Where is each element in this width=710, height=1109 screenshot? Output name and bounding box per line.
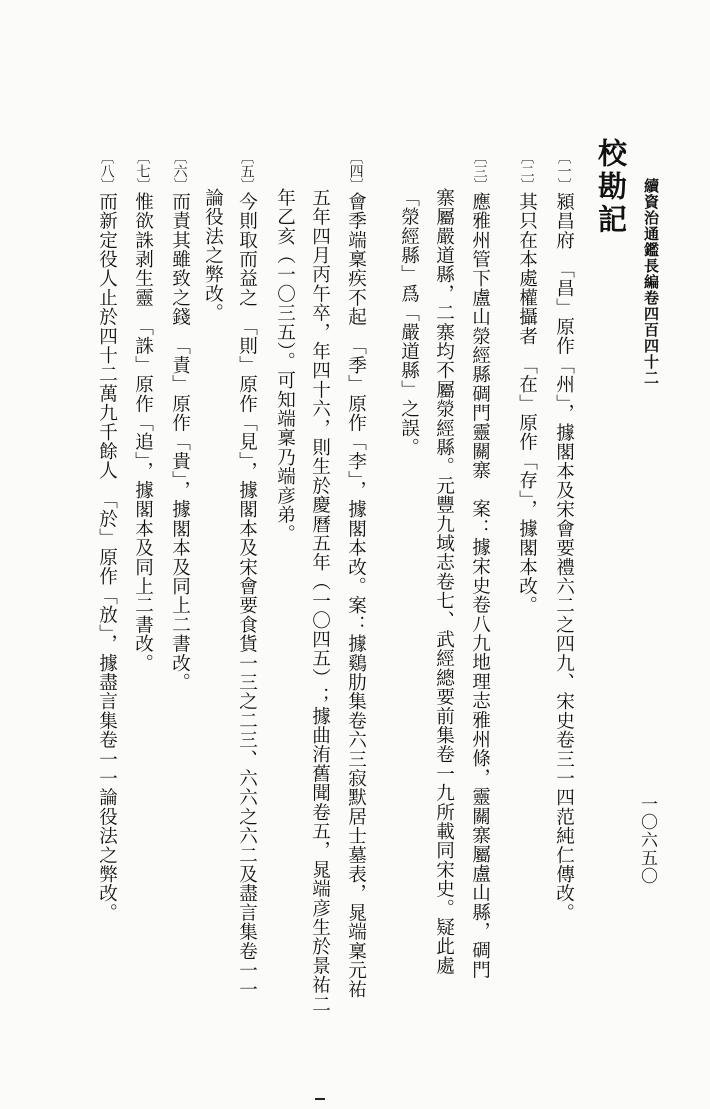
note-marker: 〔四〕	[347, 150, 364, 192]
note-text: 而責其雖致之錢 「責」原作「貴」，據閣本及同上二書改。	[169, 192, 191, 692]
note-marker: 〔三〕	[471, 150, 488, 192]
note-text: 而新定役人止於四十二萬九千餘人 「於」原作「放」，據盡言集卷一一論役法之弊改。	[96, 192, 118, 923]
note-7	[133, 150, 152, 673]
note-4-continuation: 年乙亥（一〇三五）。可知端稟乃端彦弟。	[274, 188, 296, 544]
note-text: 會季端稟疾不起 「季」原作「李」，據閣本改。案：據鷄肋集卷六三寂默居士墓表，晁端稟元祐	[345, 192, 367, 999]
note-text: 應雅州管下盧山滎經縣碉門靈關寨 案：據宋史卷八九地理志雅州條，靈關寨屬盧山縣，碉門	[469, 192, 491, 980]
note-5	[237, 150, 256, 999]
note-text: 潁昌府 「昌」原作「州」，據閣本及宋會要禮六二之四九、宋史卷三一四范純仁傳改。	[553, 192, 575, 923]
note-2	[517, 150, 536, 615]
page-number: 一〇六五〇	[637, 795, 657, 885]
running-title: 續資治通鑑長編卷四百四十二	[642, 178, 660, 386]
note-3-continuation: 寨屬嚴道縣，二寨均不屬滎經縣。元豐九域志卷七、武經總要前集卷一九所載同宋史。疑此處	[433, 188, 455, 976]
note-3-continuation: 「滎經縣」爲「嚴道縣」之誤。	[398, 188, 420, 457]
note-text: 惟欲誅剥生靈 「誅」原作「追」，據閣本及同上二書改。	[132, 192, 154, 673]
note-marker: 〔二〕	[518, 150, 535, 192]
note-marker: 〔一〕	[555, 150, 572, 192]
note-text: 今則取而益之 「則」原作「見」，據閣本及宋會要食貨一三之二三、六六之六二及盡言集卷一一	[236, 192, 258, 999]
note-marker: 〔七〕	[134, 150, 151, 192]
note-marker: 〔八〕	[98, 150, 115, 192]
note-marker: 〔六〕	[171, 150, 188, 192]
note-5-continuation: 論役法之弊改。	[202, 188, 224, 323]
bottom-mark	[315, 1098, 325, 1100]
section-title: 校勘記	[594, 138, 628, 237]
note-4	[346, 150, 365, 999]
note-8	[97, 150, 116, 922]
note-marker: 〔五〕	[238, 150, 255, 192]
note-1	[554, 150, 573, 922]
note-3	[470, 150, 489, 979]
note-6	[170, 150, 189, 692]
note-4-continuation: 五年四月丙午卒，年四十六，則生於慶曆五年（一〇四五）；據曲洧舊聞卷五，晁端彦生於景祐二	[309, 188, 331, 1014]
note-text: 其只在本處權攝者 「在」原作「存」，據閣本改。	[516, 192, 538, 615]
